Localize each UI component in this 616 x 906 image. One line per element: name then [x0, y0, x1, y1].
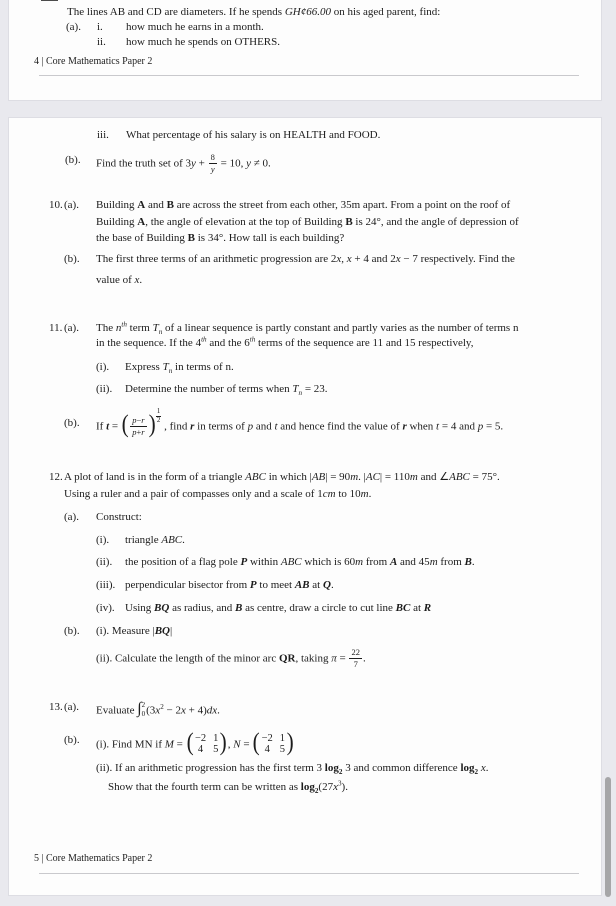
q11b-text: If t = ( $\frac{p-r}{p+r}$ ) $\frac{1}{2}$ , find r in terms of p and t and hence find the value of r when t = 4 and p = 5. [96, 407, 504, 438]
q9-intro-line: The lines AB and CD are diameters. If he spends GH¢66.00 on his aged parent, find: [67, 6, 441, 18]
q11a-ii-text: Determine the number of terms when $T_n = 23$. [125, 383, 328, 398]
q10b-label: (b). [64, 253, 80, 265]
q12b-ii-text: (ii). Calculate the length of the minor arc QR, taking π = $\frac{22}{7}$ . [96, 647, 366, 669]
q9a-i-label: i. [97, 21, 103, 33]
q9a-i-text: how much he earns in a month. [126, 21, 264, 33]
q10a-label: (a). [64, 199, 79, 211]
q9a-iii-text: What percentage of his salary is on HEALTH and FOOD. [126, 129, 381, 141]
q12a-ii-text: the position of a flag pole P within ABC which is 60m from A and 45m from B. [125, 556, 475, 568]
footer-rule [39, 873, 579, 874]
q9b-text: Find the truth set of 3y + $\frac{8}{y}$ = 10, y ≠ 0. [96, 152, 271, 174]
q13a-label: (a). [64, 701, 79, 713]
cropped-figure-fragment [41, 0, 58, 1]
q13b-i-text: (i). Find MN if M = ( −2 1 4 5 ), N = ( −2 1 4 5 ) [96, 729, 294, 757]
q12-number: 12. [49, 471, 63, 483]
q12a-text: Construct: [96, 511, 142, 523]
q13b-ii-line1: (ii). If an arithmetic progression has the first term 3 $\log_2 3$ and common difference $\log_2 x$. [96, 762, 489, 777]
q11a-i-text: Express $T_n$ in terms of n. [125, 361, 234, 376]
q11-number: 11. [49, 322, 63, 334]
page-footer: 5 | Core Mathematics Paper 2 [34, 853, 153, 864]
q13b-label: (b). [64, 734, 80, 746]
q11a-ii-label: (ii). [96, 383, 113, 395]
q11a-line1: The $n^{th}$ term $T_n$ of a linear sequence is partly constant and partly varies as the number of terms n [96, 320, 519, 337]
q13b-ii-line2: Show that the fourth term can be written as $\log_2(27x^3)$. [108, 779, 348, 796]
footer-rule [39, 75, 579, 76]
q11a-line2: in the sequence. If the 4th and the 6th terms of the sequence are 11 and 15 respectively, [96, 335, 474, 349]
q12a-i-label: (i). [96, 534, 110, 546]
q10b-line1: The first three terms of an arithmetic progression are 2x, x + 4 and 2x − 7 respectively. Find the [96, 253, 515, 265]
q12a-iii-text: perpendicular bisector from P to meet AB at Q. [125, 579, 334, 591]
q10b-line2: value of x. [96, 274, 143, 286]
q10a-line1: Building A and B are across the street from each other, 35m apart. From a point on the roof of [96, 199, 511, 211]
q9a-iii-label: iii. [97, 129, 109, 141]
q12-line1: A plot of land is in the form of a triangle ABC in which |AB| = 90m. |AC| = 110m and ∠ABC = 75°. [64, 471, 500, 483]
page-5-sheet [8, 117, 602, 896]
q9b-label: (b). [65, 154, 81, 166]
q12a-iv-label: (iv). [96, 602, 115, 614]
q12-line2: Using a ruler and a pair of compasses only and a scale of 1cm to 10m. [64, 488, 372, 500]
page-footer: 4 | Core Mathematics Paper 2 [34, 56, 153, 67]
q12a-ii-label: (ii). [96, 556, 113, 568]
q9a-ii-label: ii. [97, 36, 106, 48]
q12a-iii-label: (iii). [96, 579, 116, 591]
q12a-label: (a). [64, 511, 79, 523]
q10a-line3: the base of Building B is 34°. How tall is each building? [96, 232, 345, 244]
q9a-ii-text: how much he spends on OTHERS. [126, 36, 280, 48]
page-4-sheet [8, 0, 602, 101]
q11a-i-label: (i). [96, 361, 110, 373]
q12b-label: (b). [64, 625, 80, 637]
q11a-label: (a). [64, 322, 79, 334]
q12b-i-text: (i). Measure |BQ| [96, 625, 173, 637]
q12a-iv-text: Using BQ as radius, and B as centre, draw a circle to cut line BC at R [125, 602, 432, 614]
q11b-label: (b). [64, 417, 80, 429]
q13-number: 13. [49, 701, 63, 713]
q10-number: 10. [49, 199, 63, 211]
q9a-label: (a). [66, 21, 81, 33]
vertical-scrollbar-thumb[interactable] [605, 777, 611, 897]
q13a-text: Evaluate ∫ 2 0 $(3x^2 - 2x + 4)dx$. [96, 700, 220, 718]
q12a-i-text: triangle ABC. [125, 534, 185, 546]
q10a-line2: Building A, the angle of elevation at the top of Building B is 24°, and the angle of depression of [96, 216, 519, 228]
